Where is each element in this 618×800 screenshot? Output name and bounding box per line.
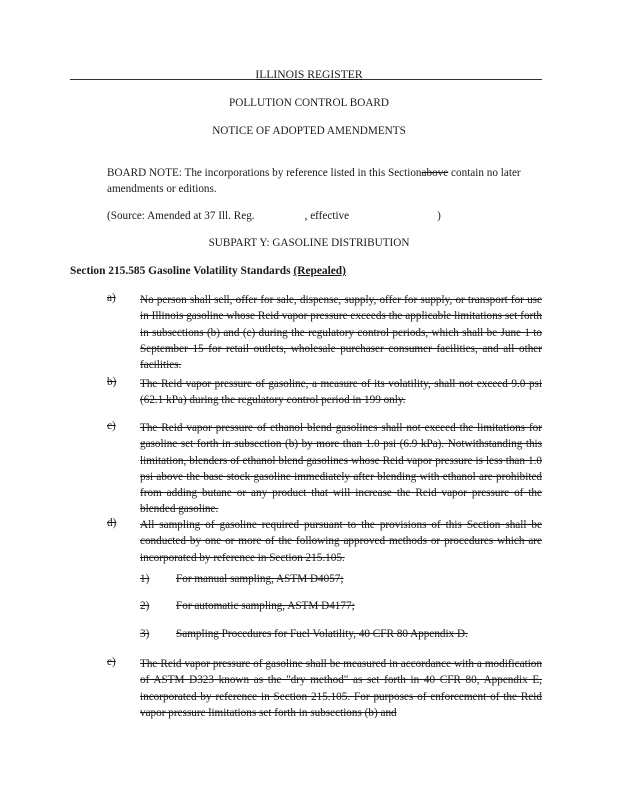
section-heading: Section 215.585 Gasoline Volatility Standards (Repealed) [70,265,346,277]
para-d-label: d) [107,517,117,529]
para-d: All sampling of gasoline required pursuant to the provisions of this Section shall be conducted by one or more of the following approved methods or procedures which are incorporated by reference in Section 215.105. [140,519,542,564]
sub-item-2: For automatic sampling, ASTM D4177; [176,600,355,612]
para-b-label: b) [107,376,117,388]
para-c-label: c) [107,420,116,432]
sub-item-3-label: 3) [140,628,150,640]
board-title: POLLUTION CONTROL BOARD [229,97,389,109]
sub-item-2-label: 2) [140,600,150,612]
strike-above: above [421,167,449,179]
para-e: The Reid vapor pressure of gasoline shall be measured in accordance with a modification of ASTM D323 known as the "dry method" as set forth in 40 CFR 80, Appendix E, incorporated by reference in Section 215.105. For purposes of enforcement of the Reid vapor pressure limitations set forth in subsections (b) and [140,658,542,719]
register-title: ILLINOIS REGISTER [255,68,363,81]
sub-item-3: Sampling Procedures for Fuel Volatility, 40 CFR 80 Appendix D. [176,628,468,640]
sub-item-1: For manual sampling, ASTM D4057; [176,573,344,585]
source-note: (Source: Amended at 37 Ill. Reg. , effective ) [107,210,441,222]
subpart-title: SUBPART Y: GASOLINE DISTRIBUTION [208,237,410,249]
para-a-label: a) [107,292,116,304]
sub-item-1-label: 1) [140,573,150,585]
para-e-label: e) [107,656,116,668]
notice-title: NOTICE OF ADOPTED AMENDMENTS [212,125,406,137]
repealed-label: (Repealed) [293,265,346,277]
board-note: BOARD NOTE: The incorporations by reference listed in this Sectionabove contain no later amendments or editions. [107,167,521,195]
para-a: No person shall sell, offer for sale, dispense, supply, offer for supply, or transport for use in Illinois gasoline whose Reid vapor pressure exceeds the applicable limitations set forth in subsections (b) and (c) during the regulatory control periods, which shall be June 1 to September 15 for retail outlets, wholesale purchaser consumer facilities, and all other facilities. [140,294,542,372]
para-c: The Reid vapor pressure of ethanol blend gasolines shall not exceed the limitations for gasoline set forth in subsection (b) by more than 1.0 psi (6.9 kPa). Notwithstanding this limitation, blenders of ethanol blend gasolines whose Reid vapor pressure is less than 1.0 psi above the base stock gasoline immediately after blending with ethanol are prohibited from adding butane or any product that will increase the Reid vapor pressure of the blended gasoline. [140,422,542,516]
para-b: The Reid vapor pressure of gasoline, a measure of its volatility, shall not exceed 9.0 psi (62.1 kPa) during the regulatory control period in 199 only. [140,378,542,407]
